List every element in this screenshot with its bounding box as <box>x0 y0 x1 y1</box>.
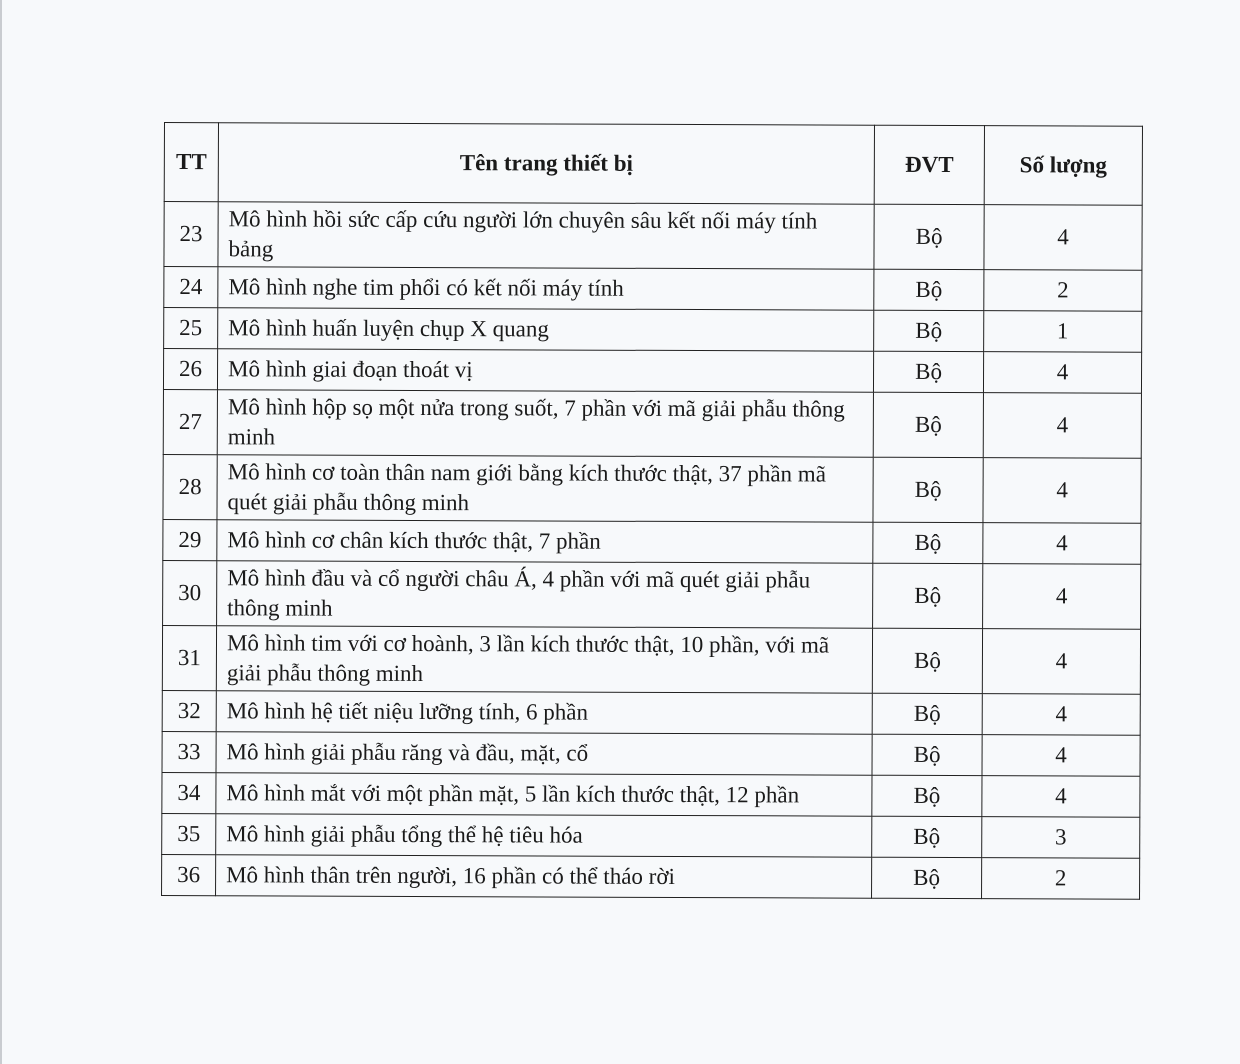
row-name: Mô hình giai đoạn thoát vị <box>217 349 873 393</box>
row-tt: 31 <box>162 625 216 690</box>
row-qty: 4 <box>983 458 1141 524</box>
row-unit: Bộ <box>872 693 982 734</box>
row-tt: 32 <box>162 690 216 731</box>
row-unit: Bộ <box>874 310 984 351</box>
row-name: Mô hình tim với cơ hoành, 3 lần kích thước thật, 10 phần, với mã giải phẫu thông minh <box>216 626 872 694</box>
row-name: Mô hình hệ tiết niệu lưỡng tính, 6 phần <box>216 691 872 735</box>
row-qty: 3 <box>982 817 1140 859</box>
header-row <box>164 123 1142 206</box>
row-name: Mô hình giải phẫu răng và đầu, mặt, cổ <box>216 732 872 776</box>
table-row <box>162 690 1140 735</box>
row-unit: Bộ <box>872 857 982 898</box>
table-row <box>164 202 1142 271</box>
table-row <box>163 560 1141 629</box>
row-tt: 36 <box>162 854 216 895</box>
row-unit: Bộ <box>873 457 983 522</box>
row-qty: 2 <box>984 270 1142 312</box>
header-qty: Số lượng <box>984 126 1142 206</box>
row-qty: 4 <box>983 523 1141 565</box>
row-name: Mô hình nghe tim phổi có kết nối máy tính <box>218 267 874 311</box>
row-name: Mô hình đầu và cổ người châu Á, 4 phần với mã quét giải phẫu thông minh <box>217 561 873 629</box>
table-row <box>162 625 1140 694</box>
table-header <box>164 123 1142 206</box>
row-name: Mô hình cơ chân kích thước thật, 7 phần <box>217 520 873 564</box>
row-unit: Bộ <box>874 269 984 310</box>
row-unit: Bộ <box>873 522 983 563</box>
row-unit: Bộ <box>873 392 983 457</box>
row-qty: 4 <box>983 393 1141 459</box>
row-unit: Bộ <box>873 351 983 392</box>
table-row <box>163 349 1141 394</box>
equipment-table <box>161 122 1143 900</box>
header-tt: TT <box>164 123 218 202</box>
row-tt: 30 <box>163 560 217 625</box>
row-qty: 2 <box>982 858 1140 900</box>
table-row <box>163 519 1141 564</box>
table-row <box>162 854 1140 899</box>
table-row <box>164 267 1142 312</box>
row-unit: Bộ <box>872 816 982 857</box>
row-name: Mô hình hộp sọ một nửa trong suốt, 7 phần với mã giải phẫu thông minh <box>217 390 873 458</box>
row-unit: Bộ <box>874 204 984 269</box>
table-row <box>162 813 1140 858</box>
row-qty: 1 <box>984 311 1142 353</box>
row-tt: 33 <box>162 731 216 772</box>
row-tt: 29 <box>163 519 217 560</box>
table-row <box>163 454 1141 523</box>
row-qty: 4 <box>983 564 1141 630</box>
row-tt: 34 <box>162 772 216 813</box>
table-row <box>162 772 1140 817</box>
row-qty: 4 <box>982 629 1140 695</box>
row-unit: Bộ <box>872 734 982 775</box>
row-qty: 4 <box>982 735 1140 777</box>
table-row <box>163 389 1141 458</box>
table-row <box>164 308 1142 353</box>
row-qty: 4 <box>984 205 1142 271</box>
row-tt: 26 <box>163 349 217 390</box>
row-qty: 4 <box>982 776 1140 818</box>
row-tt: 35 <box>162 813 216 854</box>
row-unit: Bộ <box>872 775 982 816</box>
row-name: Mô hình huấn luyện chụp X quang <box>218 308 874 352</box>
row-tt: 28 <box>163 454 217 519</box>
page-edge <box>0 0 2 1064</box>
row-tt: 27 <box>163 389 217 454</box>
row-name: Mô hình giải phẫu tổng thể hệ tiêu hóa <box>216 814 872 858</box>
row-name: Mô hình cơ toàn thân nam giới bằng kích thước thật, 37 phần mã quét giải phẫu thông minh <box>217 455 873 523</box>
row-tt: 25 <box>164 308 218 349</box>
row-name: Mô hình hồi sức cấp cứu người lớn chuyên sâu kết nối máy tính bảng <box>218 202 874 270</box>
row-tt: 24 <box>164 267 218 308</box>
row-qty: 4 <box>983 352 1141 394</box>
row-qty: 4 <box>982 694 1140 736</box>
row-tt: 23 <box>164 202 218 267</box>
header-name: Tên trang thiết bị <box>218 123 874 205</box>
row-unit: Bộ <box>872 628 982 693</box>
header-unit: ĐVT <box>874 125 984 204</box>
table-row <box>162 731 1140 776</box>
row-name: Mô hình thân trên người, 16 phần có thể tháo rời <box>216 855 872 899</box>
row-name: Mô hình mắt với một phần mặt, 5 lần kích thước thật, 12 phần <box>216 773 872 817</box>
table-body <box>162 202 1143 900</box>
row-unit: Bộ <box>873 563 983 628</box>
